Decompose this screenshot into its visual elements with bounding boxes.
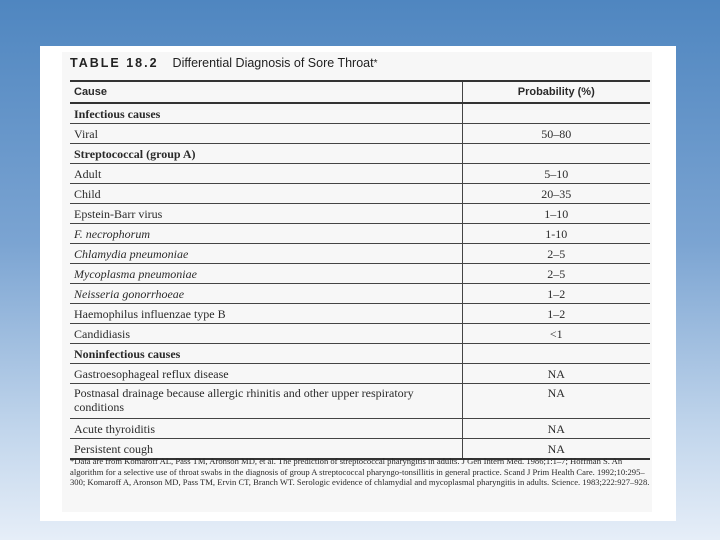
- cause-cell: Gastroesophageal reflux disease: [70, 364, 462, 384]
- probability-cell: 1–10: [462, 204, 650, 224]
- table-row: [70, 264, 650, 284]
- probability-cell: NA: [462, 439, 650, 460]
- column-header-probability: Probability (%): [462, 81, 650, 103]
- cause-cell: Viral: [70, 124, 462, 144]
- table-body: [70, 103, 650, 459]
- cause-cell: Adult: [70, 164, 462, 184]
- slide-card: [40, 46, 676, 521]
- differential-diagnosis-table: [70, 80, 650, 460]
- table-row: [70, 244, 650, 264]
- cause-cell: Candidiasis: [70, 324, 462, 344]
- cause-cell: Chlamydia pneumoniae: [70, 244, 462, 264]
- table-row: [70, 364, 650, 384]
- table-row: [70, 384, 650, 419]
- probability-cell: NA: [462, 384, 650, 419]
- table-document: [62, 52, 652, 512]
- table-number-label: TABLE 18.2: [70, 56, 159, 70]
- table-row: [70, 324, 650, 344]
- table-section-row: [70, 344, 650, 364]
- table-section-row: [70, 144, 650, 164]
- table-row: [70, 419, 650, 439]
- section-heading: Infectious causes: [70, 103, 462, 124]
- table-row: [70, 204, 650, 224]
- probability-cell: 1–2: [462, 304, 650, 324]
- cause-cell: Epstein-Barr virus: [70, 204, 462, 224]
- section-heading: Noninfectious causes: [70, 344, 462, 364]
- table-row: [70, 124, 650, 144]
- table-title-line: [70, 52, 652, 74]
- cause-cell: Haemophilus influenzae type B: [70, 304, 462, 324]
- column-header-cause: Cause: [70, 81, 462, 103]
- probability-cell: 5–10: [462, 164, 650, 184]
- cause-cell: Persistent cough: [70, 439, 462, 460]
- cause-cell: Child: [70, 184, 462, 204]
- table-row: [70, 284, 650, 304]
- cause-cell: F. necrophorum: [70, 224, 462, 244]
- probability-cell: 2–5: [462, 264, 650, 284]
- probability-cell: 50–80: [462, 124, 650, 144]
- section-heading: Streptococcal (group A): [70, 144, 462, 164]
- probability-cell: [462, 103, 650, 124]
- probability-cell: <1: [462, 324, 650, 344]
- cause-cell: Acute thyroiditis: [70, 419, 462, 439]
- table-row: [70, 184, 650, 204]
- table-row: [70, 164, 650, 184]
- probability-cell: 2–5: [462, 244, 650, 264]
- probability-cell: 1-10: [462, 224, 650, 244]
- cause-cell: Postnasal drainage because allergic rhinitis and other upper respiratory conditions: [70, 384, 462, 419]
- table-row: [70, 224, 650, 244]
- table-title: Differential Diagnosis of Sore Throat: [172, 56, 374, 70]
- probability-cell: [462, 344, 650, 364]
- cause-cell: Mycoplasma pneumoniae: [70, 264, 462, 284]
- title-footnote-mark: *: [373, 57, 378, 69]
- table-footnote: *Data are from Komaroff AL, Pass TM, Aronson MD, et al. The prediction of streptococcal pharyngitis in adults. J Gen Intern Med. 1986;1:1–7; Hoffman S. An algorithm for a selective use of throat swabs in the diagnosis of group A streptococcal pharyngo-tonsillitis in general practice. Scand J Prim Health Care. 1992;10:295–300; Komaroff A, Aronson MD, Pass TM, Ervin CT, Branch WT. Serologic evidence of chlamydial and mycoplasmal pharyngitis in adults. Science. 1983;222:927–928.: [70, 456, 650, 488]
- probability-cell: NA: [462, 364, 650, 384]
- table-header-row: [70, 81, 650, 103]
- probability-cell: 20–35: [462, 184, 650, 204]
- cause-cell: Neisseria gonorrhoeae: [70, 284, 462, 304]
- probability-cell: NA: [462, 419, 650, 439]
- table-row: [70, 304, 650, 324]
- probability-cell: 1–2: [462, 284, 650, 304]
- table-section-row: [70, 103, 650, 124]
- probability-cell: [462, 144, 650, 164]
